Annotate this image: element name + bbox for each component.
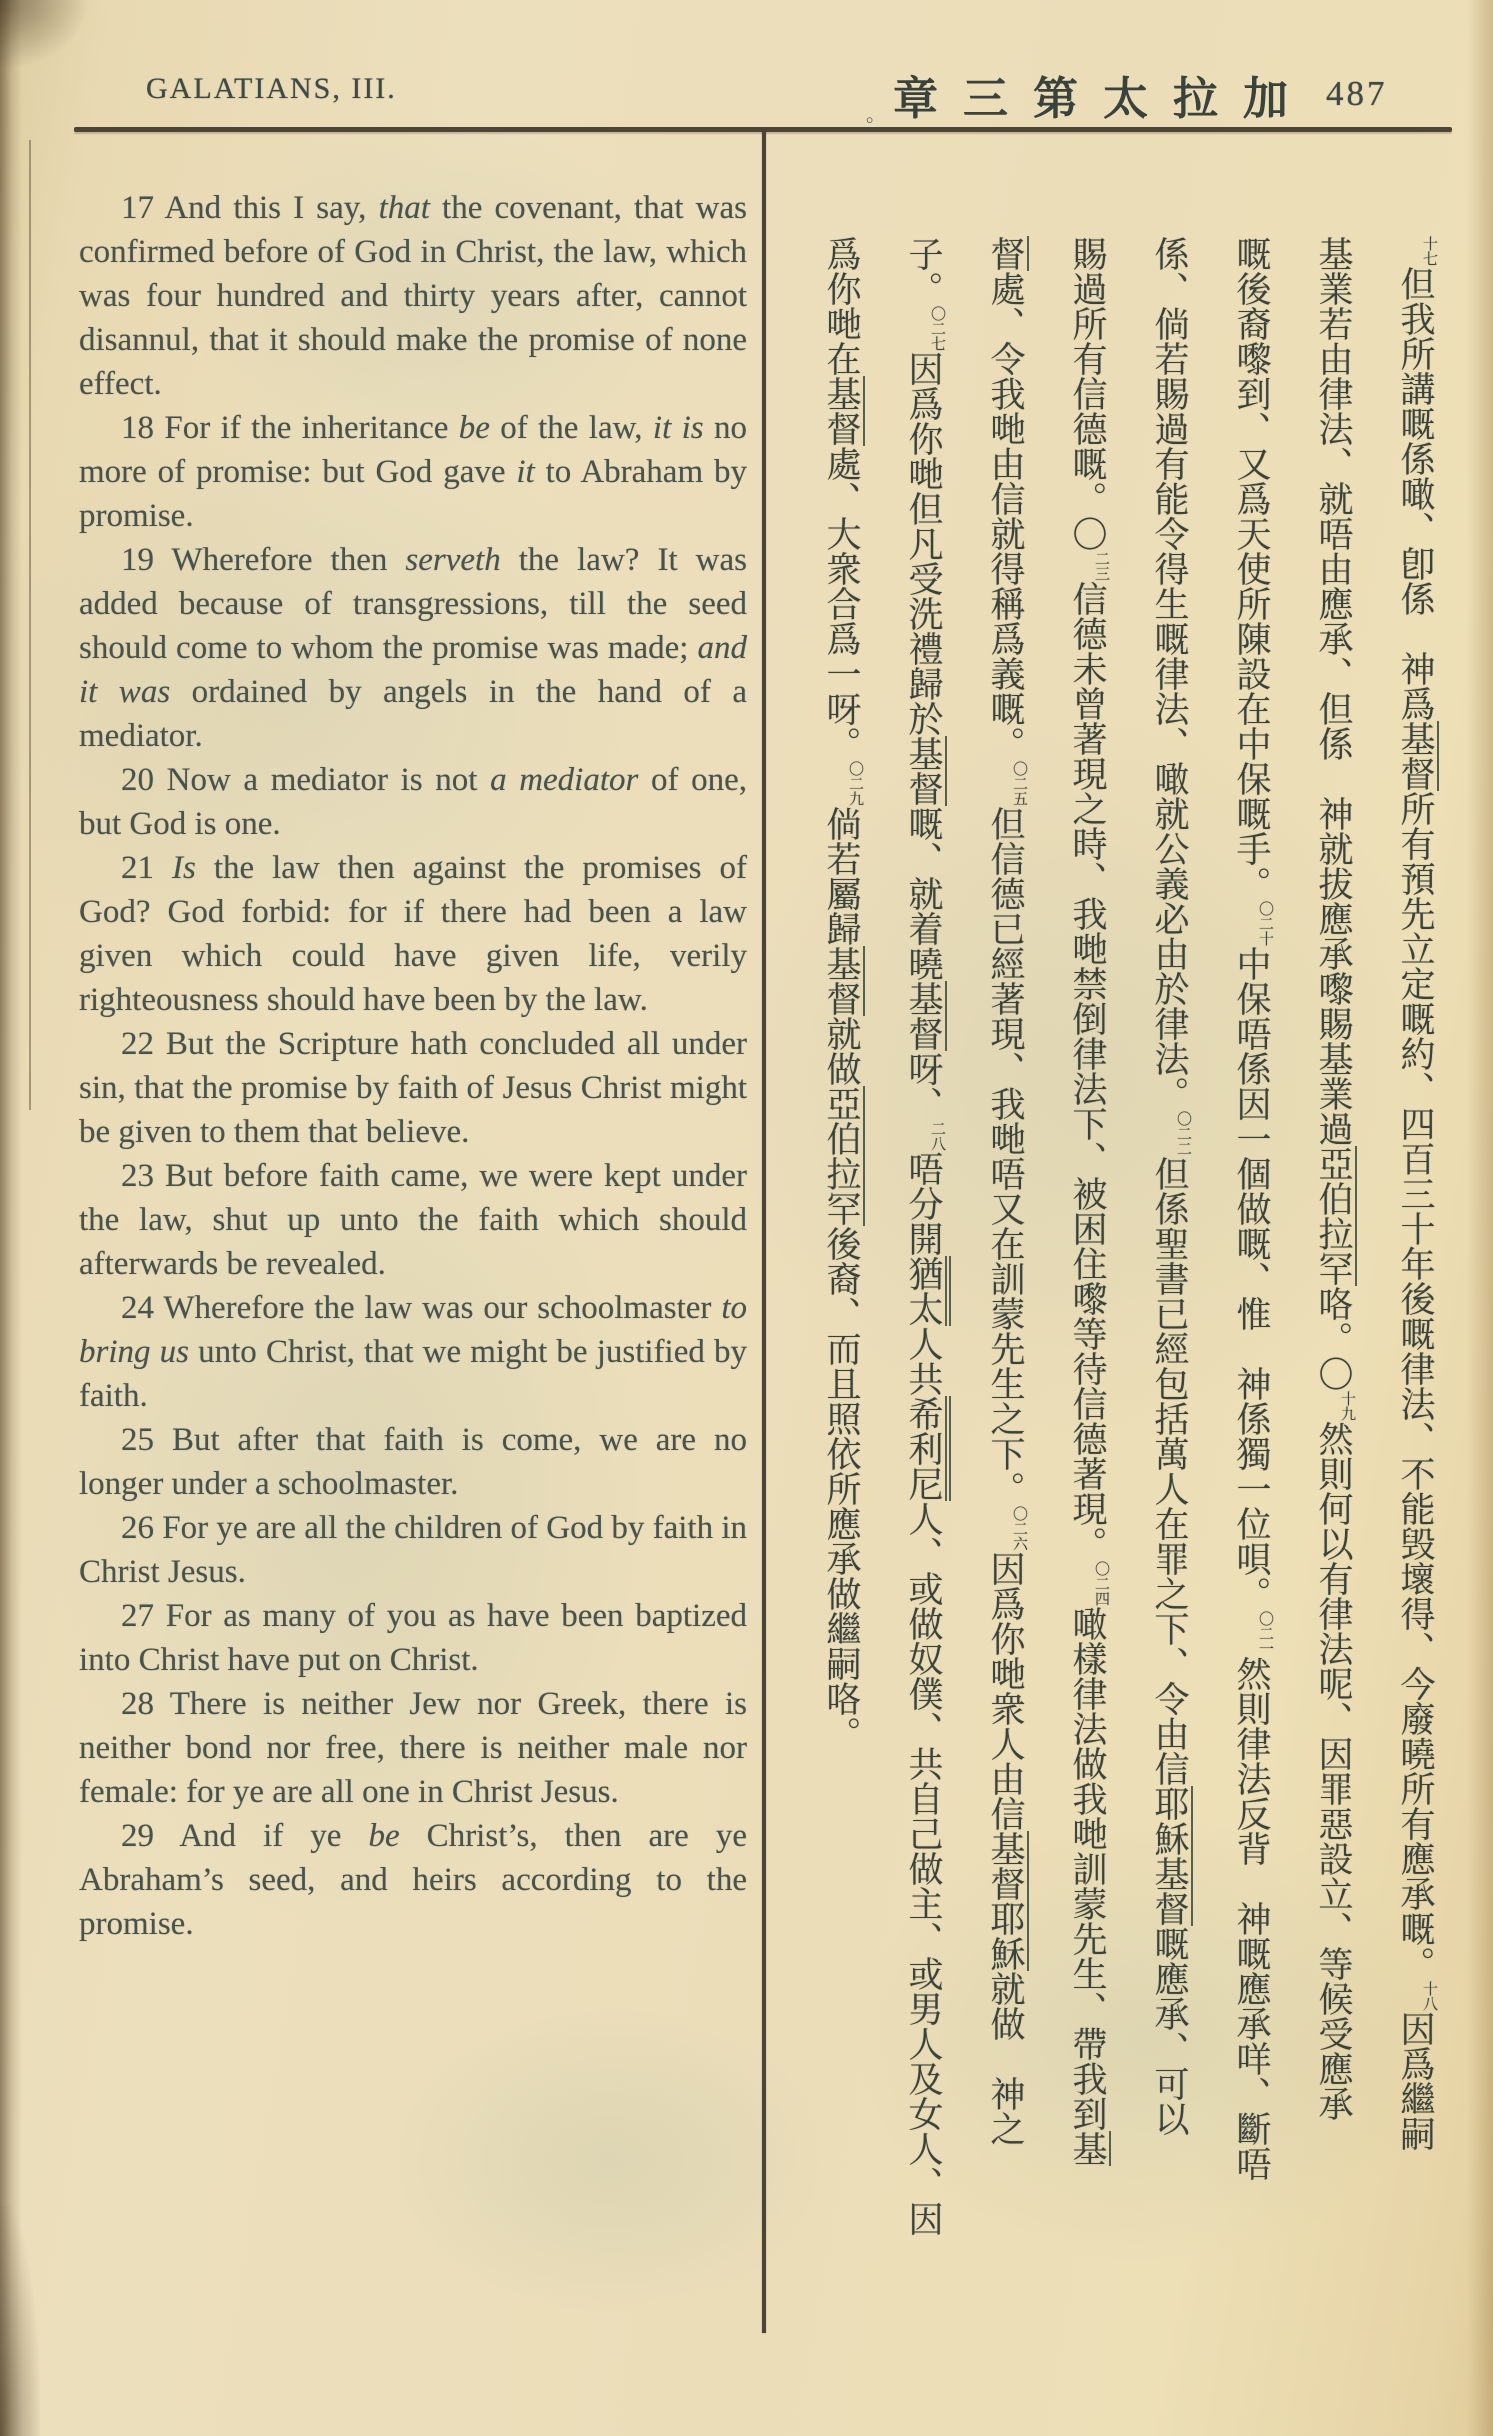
chinese-column (1040, 236, 1122, 2366)
chinese-column (958, 236, 1040, 2366)
chinese-text-run: 就做 (821, 1016, 861, 1086)
verse-text-run: unto Christ, that we might be justified by faith. (79, 1334, 747, 1414)
verse-number-annotation: 〇二四 (1093, 1561, 1111, 1606)
verse-text-run: 23 But before faith came, we were kept under the law, shut up unto the faith which should afterwards be revealed. (79, 1158, 747, 1282)
verse-paragraph (79, 846, 747, 1022)
verse-paragraph (79, 1286, 747, 1418)
chinese-text-run: 然則何以有律法呢、因罪惡設立、等候受應承 (1313, 1421, 1353, 2121)
verse-number-annotation: 〇二九 (847, 761, 865, 806)
verse-text-run: 26 For ye are all the children of God by faith in Christ Jesus. (79, 1510, 747, 1590)
verse-italic-run: be (368, 1818, 400, 1854)
verse-paragraph (79, 1506, 747, 1594)
verse-text-run: 28 There is neither Jew nor Greek, there is neither bond nor free, there is neither male nor female: for ye are all one in Christ Jesus. (79, 1686, 747, 1810)
verse-number-annotation: 〇二一 (1257, 1611, 1275, 1656)
verse-paragraph (79, 186, 747, 406)
verse-paragraph (79, 1154, 747, 1286)
chinese-text-run: 人、或做奴僕、共自己做主、或男人及女人、因 (903, 1501, 943, 2236)
verse-italic-run: to bring us (79, 1290, 747, 1370)
verse-text-run: to Abraham by promise. (79, 454, 747, 534)
verse-text-run: 19 Wherefore then (121, 542, 406, 578)
verse-number-annotation: 〇二二 (1175, 1111, 1193, 1156)
chinese-text-run: 嘅應承、可以 (1149, 1926, 1189, 2136)
chinese-text-run: 但係聖書已經包括萬人在罪之下、令由信 (1149, 1156, 1189, 1786)
page-corner-shadow-top (0, 0, 90, 70)
proper-noun-marked-text: 基 (1067, 2131, 1111, 2166)
chinese-text-run: 處、大衆合爲一呀。 (821, 446, 861, 761)
chinese-text-run: 嘅、就着曉 (903, 806, 943, 981)
proper-noun-marked-text: 亞伯拉罕 (1313, 1146, 1357, 1286)
verse-number-annotation: 二八 (929, 1121, 947, 1151)
proper-noun-marked-text: 基督 (821, 376, 865, 446)
english-running-title: GALATIANS, III. (146, 72, 397, 105)
page-corner-shadow-bottom (0, 2206, 40, 2436)
verse-paragraph (79, 758, 747, 846)
verse-paragraph (79, 406, 747, 538)
column-divider (762, 131, 766, 2333)
verse-italic-run: be (458, 410, 490, 446)
verse-number-annotation: 〇二六 (1011, 1506, 1029, 1551)
proper-noun-marked-text: 耶穌基督 (1149, 1786, 1193, 1926)
chinese-text-run: 因爲你哋但凡受洗禮歸於 (903, 351, 943, 736)
chinese-text-run: 倘若屬歸 (821, 806, 861, 946)
verse-number-annotation: 〇二五 (1011, 761, 1029, 806)
verse-number-annotation: 十九 (1339, 1391, 1357, 1421)
chinese-text-run: 咯。〇 (1313, 1286, 1353, 1391)
verse-italic-run: Is (172, 850, 196, 886)
chinese-column (1204, 236, 1286, 2366)
verse-italic-run: serveth (405, 542, 501, 578)
chinese-column (876, 236, 958, 2366)
verse-paragraph (79, 1418, 747, 1506)
chinese-column (1286, 236, 1368, 2366)
verse-paragraph (79, 1814, 747, 1946)
chinese-text-run: 基業若由律法、就唔由應承、但係 神就拔應承嚟賜基業過 (1313, 236, 1353, 1146)
chinese-text-run: 就做 神之 (985, 1971, 1025, 2146)
chinese-text-run: 處、令我哋由信就得稱爲義嘅。 (985, 271, 1025, 761)
chinese-text-run: 爲你哋在 (821, 236, 861, 376)
proper-noun-marked-text: 基督 (1395, 721, 1439, 791)
chinese-text-run: 但信德已經著現、我哋唔又在訓蒙先生之下。 (985, 806, 1025, 1506)
chinese-text-run: 賜過所有信德嘅。〇 (1067, 236, 1107, 551)
chinese-text-run: 噉樣律法做我哋訓蒙先生、帶我到 (1067, 1606, 1107, 2131)
chinese-running-title: 章三第太拉加 (893, 72, 1314, 125)
chinese-text-section (790, 236, 1450, 2366)
verse-text-run: 17 And this I say, (121, 190, 379, 226)
verse-italic-run: a mediator (490, 762, 639, 798)
ink-dot-mark: 。 (866, 102, 886, 126)
verse-number-annotation: 〇二十 (1257, 901, 1275, 946)
page-fold-line (29, 140, 31, 1110)
verse-number-annotation: 〇二七 (929, 306, 947, 351)
proper-noun-marked-text: 基督 (903, 981, 947, 1051)
proper-noun-marked-text: 基督耶穌 (985, 1831, 1029, 1971)
verse-text-run: 24 Wherefore the law was our schoolmaster (121, 1290, 722, 1326)
verse-text-run: the covenant, that was confirmed before of God in Christ, the law, which was four hundred and thirty years after, cannot disannul, that it should make the promise of none effect. (79, 190, 748, 402)
chinese-text-run: 所有預先立定嘅約、四百三十年後嘅律法、不能毁壞得、今廢曉所有應承嘅。 (1395, 791, 1435, 1981)
chinese-text-run: 因爲繼嗣 (1395, 2011, 1435, 2151)
verse-italic-run: it (516, 454, 535, 490)
english-text-column (79, 186, 747, 1946)
page-edge-shadow-right (1467, 0, 1493, 2436)
verse-number-annotation: 十七 (1421, 236, 1439, 266)
chinese-text-run: 後裔、而且照依所應承做繼嗣咯。 (821, 1226, 861, 1751)
chinese-text-run: 呀、 (903, 1051, 943, 1121)
proper-noun-marked-text: 基督 (821, 946, 865, 1016)
chinese-text-run: 然則律法反背 神嘅應承咩、斷唔 (1231, 1656, 1271, 2181)
verse-text-run: 18 For if the inheritance (121, 410, 459, 446)
verse-italic-run: it is (652, 410, 704, 446)
chinese-column (794, 236, 876, 2366)
verse-number-annotation: 二三 (1093, 551, 1111, 581)
proper-noun-marked-text: 希利尼 (903, 1396, 951, 1501)
verse-text-run: of one, but God is one. (79, 762, 748, 842)
verse-paragraph (79, 1682, 747, 1814)
verse-italic-run: that (378, 190, 430, 226)
verse-number-annotation: 十八 (1421, 1981, 1439, 2011)
verse-paragraph (79, 1022, 747, 1154)
verse-text-run: no more of promise: but God gave (79, 410, 748, 490)
verse-text-run: the law then against the promises of God? God forbid: for if there had been a law given which could have given life, verily righteousness should have been by the law. (79, 850, 748, 1018)
verse-text-run: 25 But after that faith is come, we are no longer under a schoolmaster. (79, 1422, 747, 1502)
proper-noun-marked-text: 基督 (903, 736, 947, 806)
chinese-text-run: 因爲你哋衆人由信 (985, 1551, 1025, 1831)
chinese-column (1122, 236, 1204, 2366)
chinese-column (1368, 236, 1450, 2366)
chinese-text-run: 但我所講嘅係噉、卽係 神爲 (1395, 266, 1435, 721)
chinese-text-run: 人共 (903, 1326, 943, 1396)
chinese-text-run: 中保唔係因一個做嘅、惟 神係獨一位唄。 (1231, 946, 1271, 1611)
proper-noun-marked-text: 猶太 (903, 1256, 951, 1326)
verse-text-run: 22 But the Scripture hath concluded all under sin, that the promise by faith of Jesus Christ might be given to them that believe. (79, 1026, 747, 1150)
verse-italic-run: and it was (79, 630, 747, 710)
chinese-text-run: 唔分開 (903, 1151, 943, 1256)
proper-noun-marked-text: 督 (985, 236, 1029, 271)
proper-noun-marked-text: 亞伯拉罕 (821, 1086, 865, 1226)
chinese-text-run: 子。 (903, 236, 943, 306)
verse-text-run: 20 Now a mediator is not (121, 762, 491, 798)
verse-text-run: 21 (121, 850, 172, 886)
page-gutter-shadow (0, 0, 22, 2436)
page-number: 487 (1326, 74, 1388, 113)
verse-text-run: Christ’s, then are ye Abraham’s seed, and heirs according to the promise. (79, 1818, 747, 1942)
chinese-text-run: 嘅後裔嚟到、又爲天使所陳設在中保嘅手。 (1231, 236, 1271, 901)
chinese-text-run: 信德未曾著現之時、我哋禁倒律法下、被困住嚟等待信德著現。 (1067, 581, 1107, 1561)
chinese-text-run: 係、倘若賜過有能令得生嘅律法、噉就公義必由於律法。 (1149, 236, 1189, 1111)
verse-text-run: 27 For as many of you as have been baptized into Christ have put on Christ. (79, 1598, 747, 1678)
verse-text-run: ordained by angels in the hand of a mediator. (79, 674, 747, 754)
verse-text-run: of the law, (489, 410, 653, 446)
verse-text-run: 29 And if ye (121, 1818, 369, 1854)
verse-text-run: the law? It was added because of transgressions, till the seed should come to whom the promise was made; (79, 542, 747, 666)
verse-paragraph (79, 538, 747, 758)
verse-paragraph (79, 1594, 747, 1682)
